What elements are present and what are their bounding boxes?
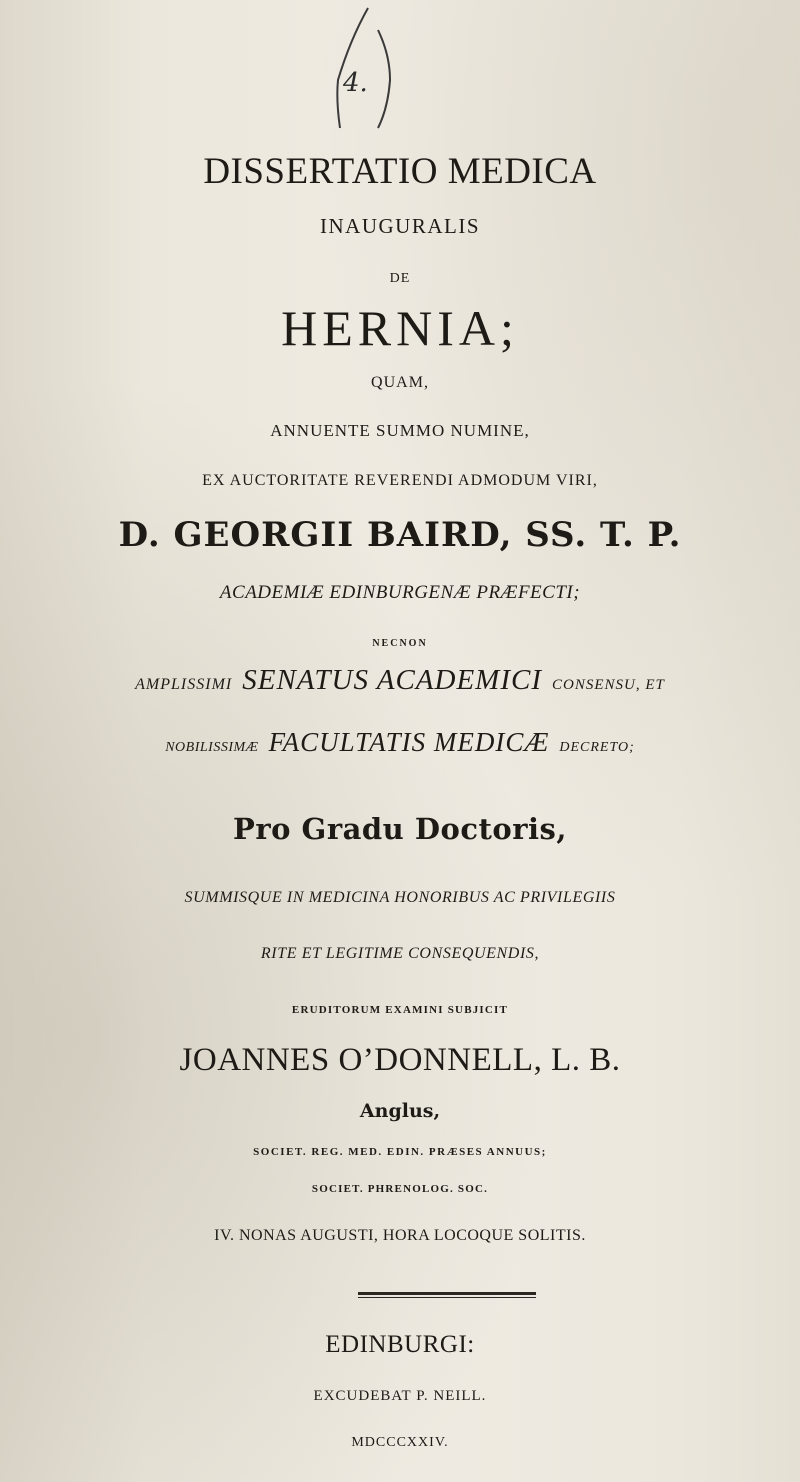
summisque-line: SUMMISQUE IN MEDICINA HONORIBUS AC PRIVILEGIIS xyxy=(184,889,616,906)
title-line-2: INAUGURALIS xyxy=(320,214,480,238)
necnon-line: NECNON xyxy=(372,638,428,649)
consensu-words: CONSENSU, ET xyxy=(551,677,665,693)
date-line: IV. NONAS AUGUSTI, HORA LOCOQUE SOLITIS. xyxy=(214,1227,586,1244)
pro-gradu-line: Pro Gradu Doctoris, xyxy=(233,812,567,846)
imprint-printer: EXCUDEBAT P. NEILL. xyxy=(313,1388,487,1404)
amplissimi-word: AMPLISSIMI xyxy=(135,676,233,693)
senatus-words: SENATUS ACADEMICI xyxy=(242,664,542,696)
society-line-2: SOCIET. PHRENOLOG. SOC. xyxy=(311,1183,489,1195)
facultatis-line xyxy=(0,727,800,758)
double-rule-divider xyxy=(358,1292,536,1298)
auctoritate-line: EX AUCTORITATE REVERENDI ADMODUM VIRI, xyxy=(202,472,598,489)
manuscript-number: 4. xyxy=(343,68,368,98)
senatus-line xyxy=(0,664,800,697)
title-line-3: DE xyxy=(389,271,411,286)
imprint-city: EDINBURGI: xyxy=(325,1331,475,1358)
rite-line: RITE ET LEGITIME CONSEQUENDIS, xyxy=(260,945,540,962)
society-line-1: SOCIET. REG. MED. EDIN. PRÆSES ANNUUS; xyxy=(253,1146,547,1158)
academiae-line: ACADEMIÆ EDINBURGENÆ PRÆFECTI; xyxy=(219,582,581,603)
nobilissimae-word: NOBILISSIMÆ xyxy=(165,740,259,755)
thesis-subject: HERNIA; xyxy=(281,300,519,356)
author-origin: Anglus, xyxy=(359,1100,441,1122)
praefect-name: D. GEORGII BAIRD, SS. T. P. xyxy=(118,515,682,555)
facultatis-words: FACULTATIS MEDICÆ xyxy=(268,727,550,757)
eruditorum-line: ERUDITORUM EXAMINI SUBJICIT xyxy=(291,1004,509,1016)
quam-line: QUAM, xyxy=(371,374,429,391)
title-line-1: DISSERTATIO MEDICA xyxy=(203,151,597,192)
imprint-year: MDCCCXXIV. xyxy=(351,1435,449,1450)
decreto-word: DECRETO; xyxy=(559,740,635,755)
annuente-line: ANNUENTE SUMMO NUMINE, xyxy=(270,421,530,440)
author-name: JOANNES O’DONNELL, L. B. xyxy=(179,1042,621,1078)
